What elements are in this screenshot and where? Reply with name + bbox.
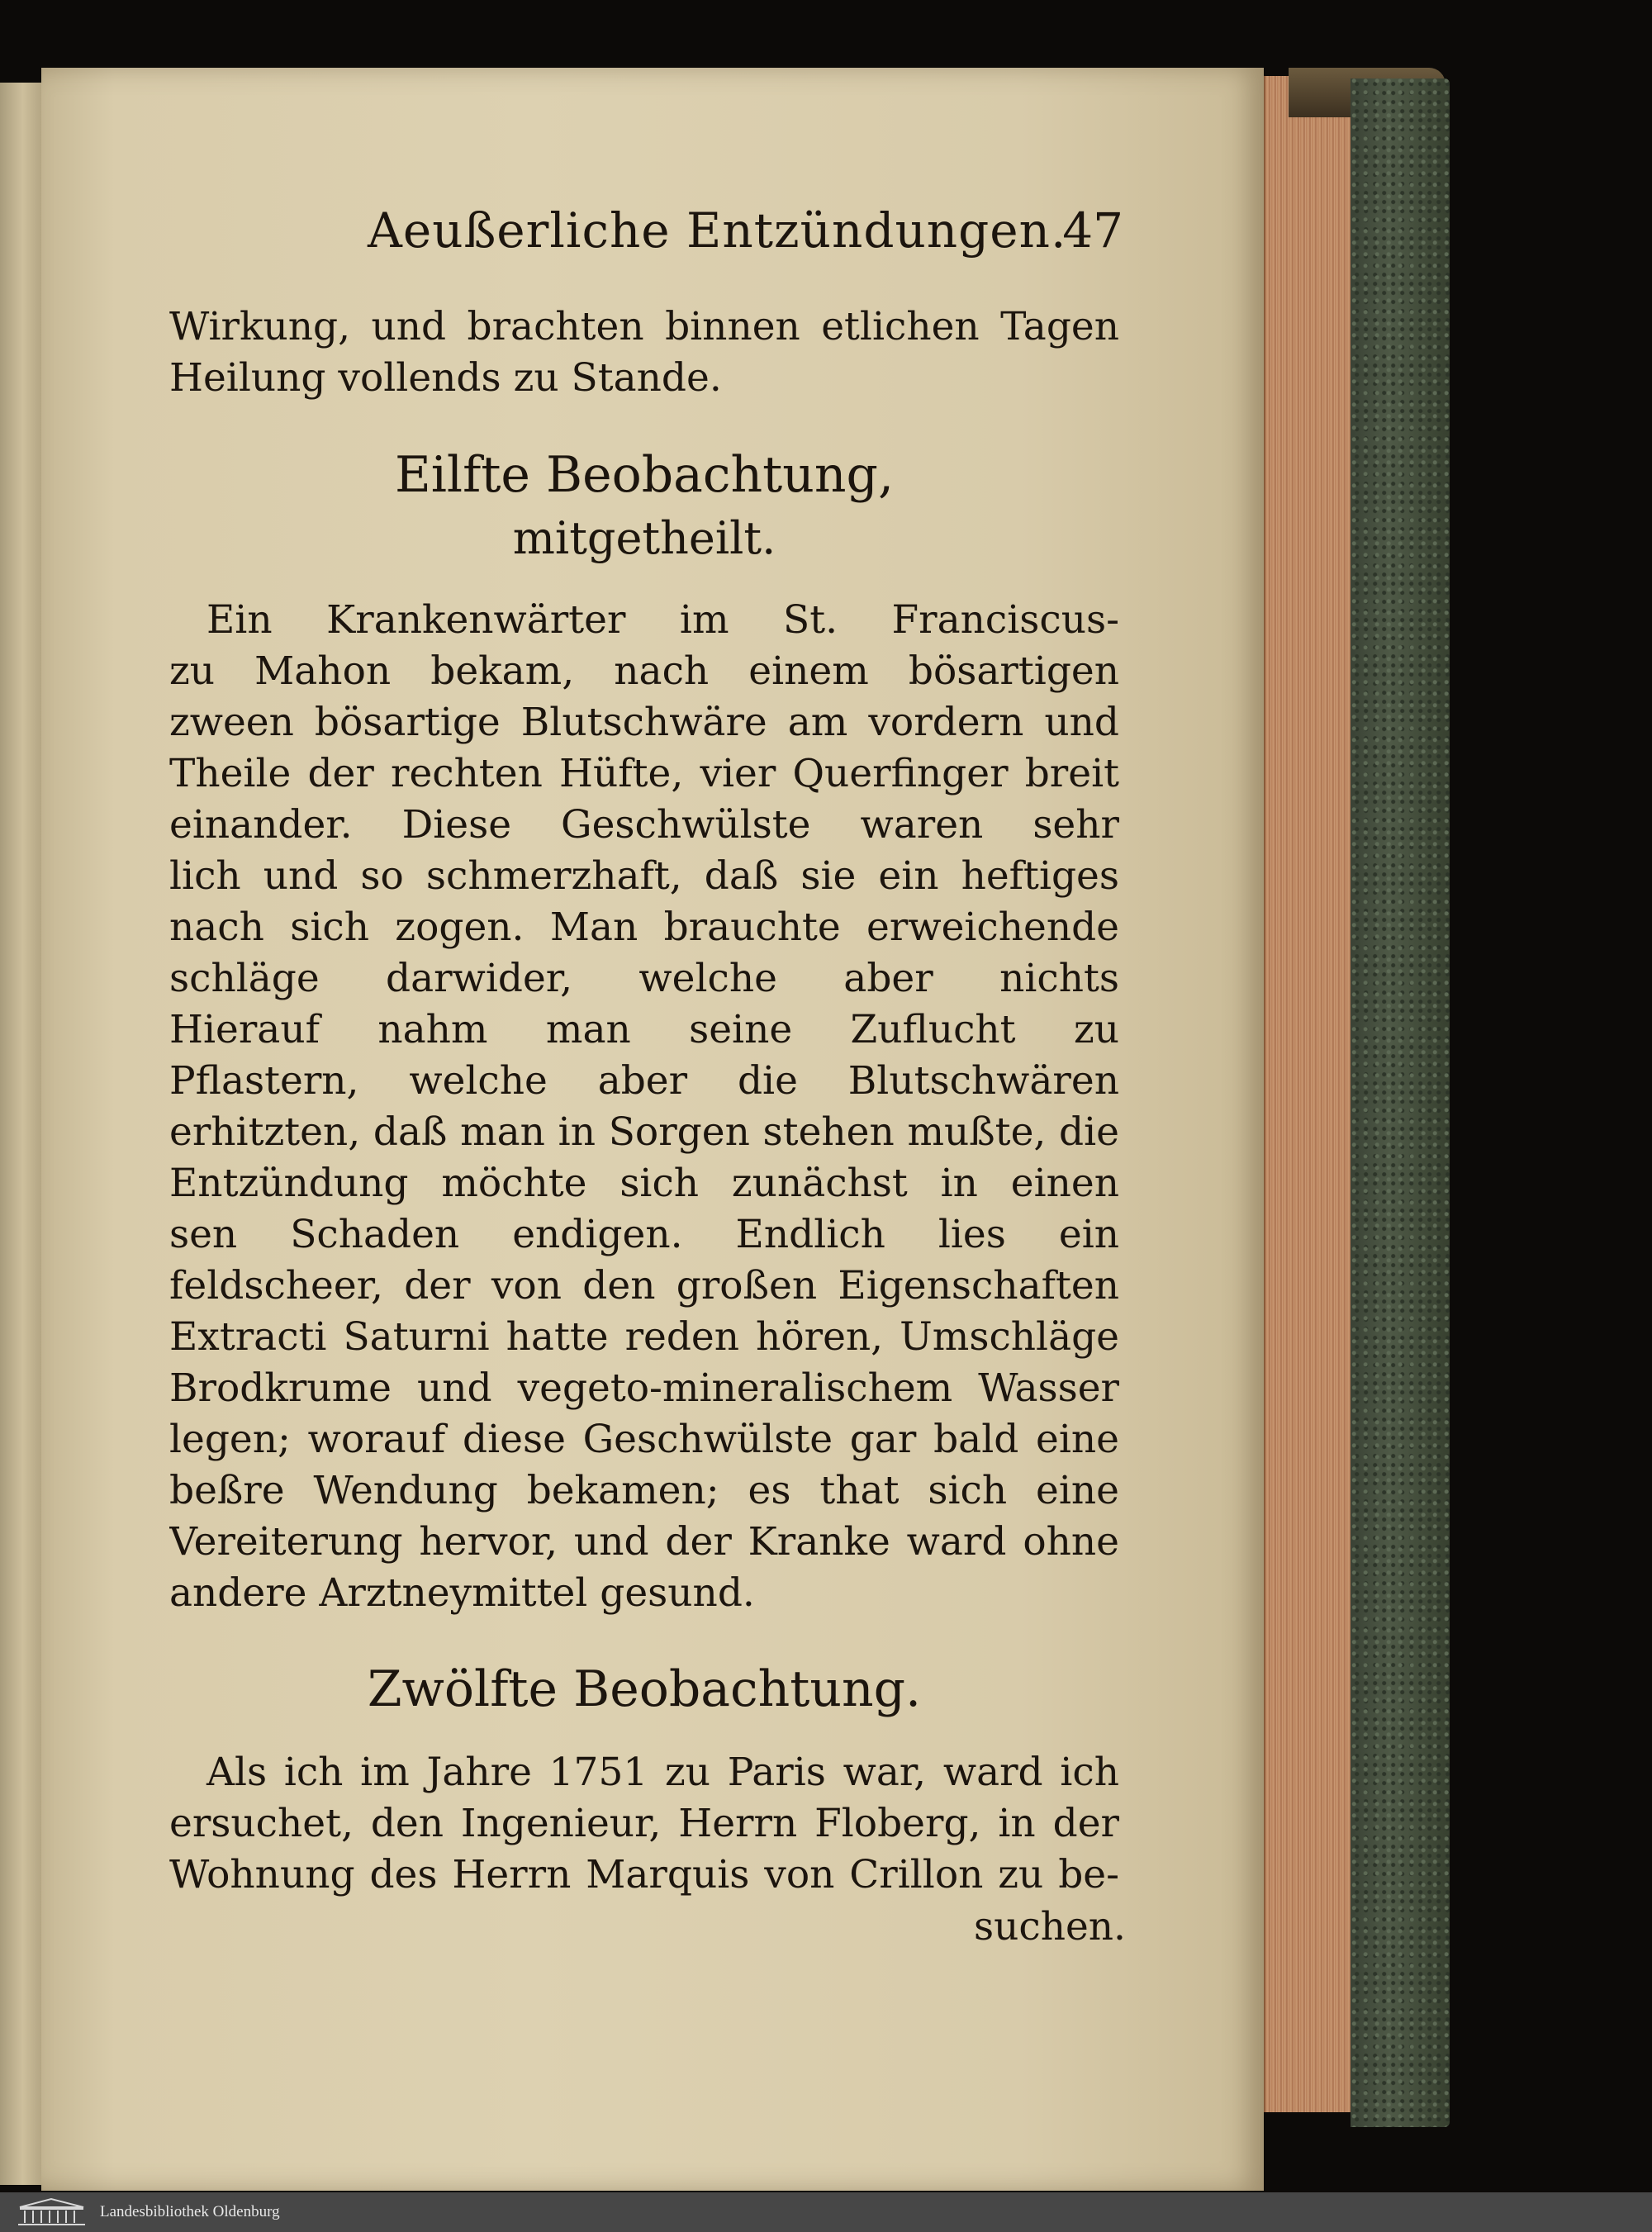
library-building-icon <box>17 2197 87 2227</box>
paragraph-continuation <box>169 302 1119 404</box>
text-line: Ein Krankenwärter im St. Franciscus- <box>206 597 1119 643</box>
text-line: andere Arztneymittel gesund. <box>169 1570 755 1616</box>
text-line: beßre Wendung bekamen; es that sich eine <box>169 1468 1119 1513</box>
text-line: lich und so schmerzhaft, daß sie ein heftiges <box>169 853 1119 899</box>
library-name: Landesbibliothek Oldenburg <box>100 2203 280 2220</box>
text-line: legen; worauf diese Geschwülste gar bald eine <box>169 1417 1119 1462</box>
text-line: Brodkrume und vegeto-mineralischem Wasser <box>169 1365 1119 1411</box>
text-line: nach sich zogen. Man brauchte erweichende <box>169 905 1119 950</box>
text-line: erhitzten, daß man in Sorgen stehen mußte, die <box>169 1109 1119 1155</box>
text-line: Theile der rechten Hüfte, vier Querfinger breit <box>169 751 1119 796</box>
text-line: Pflastern, welche aber die Blutschwären <box>169 1058 1119 1104</box>
text-line: Entzündung möchte sich zunächst in einen <box>169 1161 1119 1206</box>
text-line: schläge darwider, welche aber nichts <box>169 956 1119 1001</box>
page-number: 47 <box>1062 202 1123 259</box>
footer-bar <box>0 2192 1652 2232</box>
text-line: Vereiterung hervor, und der Kranke ward ohne <box>169 1519 1119 1565</box>
section-subheading: mitgetheilt. <box>512 512 776 564</box>
paragraph-twelfth-observation <box>169 1747 1119 1901</box>
text-line: zween bösartige Blutschwäre am vordern und <box>169 700 1119 745</box>
book-cover-board <box>1351 78 1450 2127</box>
text-line: Wirkung, und brachten binnen etlichen Tagen <box>169 304 1119 349</box>
running-head <box>169 202 1123 268</box>
text-line: Hierauf nahm man seine Zuflucht zu <box>169 1007 1119 1052</box>
text-line: zu Mahon bekam, nach einem bösartigen <box>169 648 1119 694</box>
text-line: Heilung vollends zu Stande. <box>169 355 722 401</box>
page-fore-edge <box>1264 76 1352 2112</box>
text-line: feldscheer, der von den großen Eigenschaften <box>169 1263 1119 1308</box>
running-head-title: Aeußerliche Entzündungen. <box>368 202 1067 259</box>
catchword: suchen. <box>973 1904 1126 1949</box>
text-line: Wohnung des Herrn Marquis von Crillon zu be- <box>169 1852 1119 1897</box>
text-line: ersuchet, den Ingenieur, Herrn Floberg, in der <box>169 1801 1119 1846</box>
paragraph-eleventh-observation <box>169 595 1119 1619</box>
text-line: sen Schaden endigen. Endlich lies ein <box>169 1212 1119 1257</box>
text-line: Als ich im Jahre 1751 zu Paris war, ward ich <box>206 1750 1119 1795</box>
text-line: Extracti Saturni hatte reden hören, Umschläge <box>169 1314 1119 1360</box>
facing-page-edge <box>0 83 41 2185</box>
section-heading-eleventh: Eilfte Beobachtung, <box>394 446 895 504</box>
text-line: einander. Diese Geschwülste waren sehr <box>169 802 1119 848</box>
section-heading-twelfth: Zwölfte Beobachtung. <box>367 1660 922 1718</box>
